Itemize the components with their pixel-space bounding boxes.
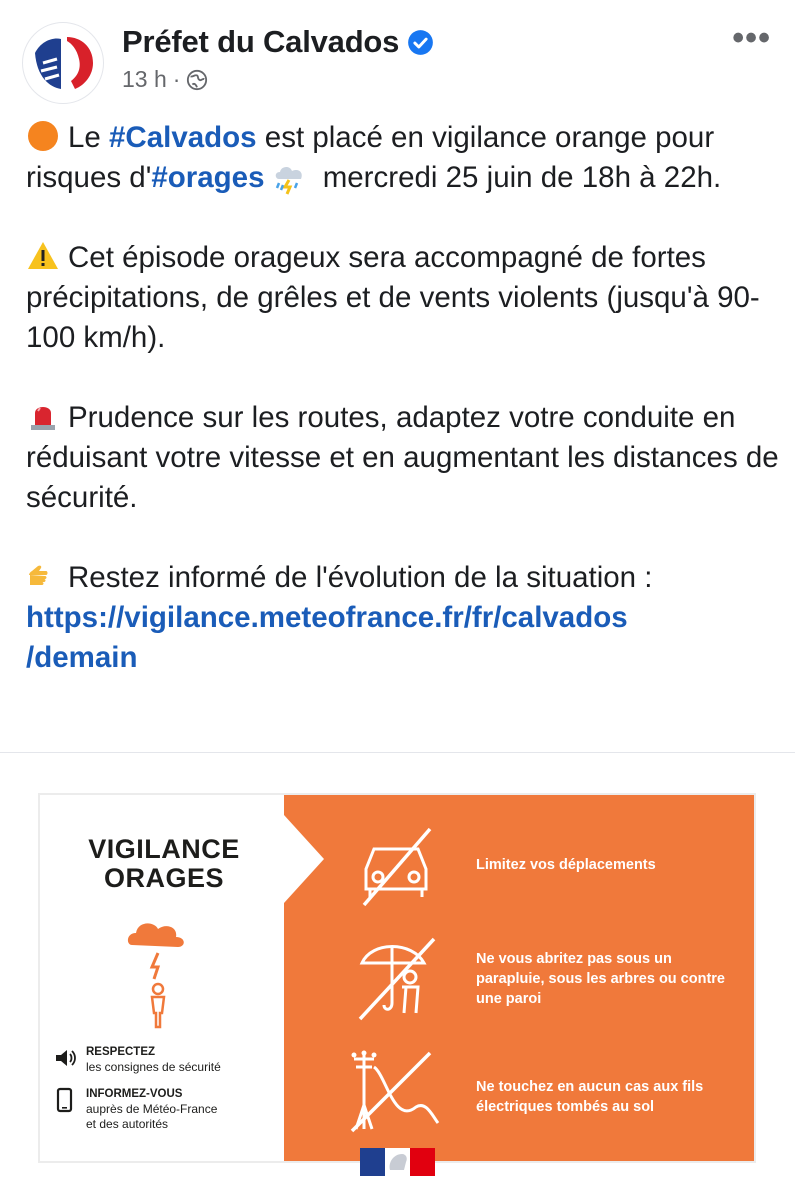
notice1-bold: RESPECTEZ [86, 1046, 156, 1058]
p1-tail: mercredi 25 juin de 18h à 22h. [314, 161, 722, 194]
storm-person-icon [126, 913, 196, 1033]
hashtag-orages[interactable]: #orages [151, 161, 265, 194]
p2-text: Cet épisode orageux sera accompagné de fortes précipitations, de grêles et de vents violents (jusqu'à 90-100 km/h). [26, 241, 760, 354]
warning-icon [26, 239, 60, 273]
rule-no-shelter: Ne vous abritez pas sous un parapluie, sous les arbres ou contre une paroi [476, 951, 725, 1007]
more-options-button[interactable]: ••• [732, 19, 771, 57]
post-paragraph-2 [26, 238, 786, 358]
no-umbrella-icon [346, 933, 446, 1023]
police-light-icon [26, 399, 60, 433]
divider [0, 752, 795, 753]
post-meta [122, 66, 208, 93]
meta-separator: · [172, 66, 181, 92]
poster-title-line1: VIGILANCE [88, 834, 240, 864]
republique-francaise-logo [360, 1148, 435, 1176]
poster-title-line2: ORAGES [103, 863, 225, 893]
post-time[interactable]: 13 h [122, 66, 167, 92]
no-car-icon [346, 821, 446, 911]
post-paragraph-3 [26, 398, 786, 518]
pointing-hand-icon [26, 559, 60, 593]
storm-cloud-icon [271, 161, 309, 195]
post-body [26, 118, 786, 718]
notice-respect [54, 1045, 221, 1075]
hashtag-calvados[interactable]: #Calvados [109, 121, 257, 154]
speaker-icon [54, 1045, 76, 1071]
page-avatar[interactable] [22, 22, 104, 104]
notice-inform [54, 1087, 217, 1132]
phone-icon [54, 1087, 76, 1113]
post-paragraph-1 [26, 118, 786, 198]
verified-badge-icon [407, 29, 434, 56]
meteofrance-link-continued[interactable]: /demain [26, 641, 138, 674]
p1-mid: est placé en vigilance orange pour risques d' [26, 121, 715, 194]
notice2-text1: auprès de Météo-France [86, 1102, 218, 1116]
vigilance-infographic[interactable] [38, 793, 756, 1163]
poster-left-panel [40, 795, 284, 1161]
page-name[interactable]: Préfet du Calvados [122, 24, 400, 59]
notice2-bold: INFORMEZ-VOUS [86, 1088, 183, 1100]
p3-text: Prudence sur les routes, adaptez votre conduite en réduisant votre vitesse et en augmentant les distances de sécurité. [26, 401, 779, 514]
page-name-link[interactable] [122, 24, 434, 60]
meteofrance-link[interactable]: https://vigilance.meteofrance.fr/fr/calvados [26, 601, 628, 634]
poster-notch [284, 815, 324, 903]
rule-limit-travel: Limitez vos déplacements [476, 857, 656, 873]
p4-text: Restez informé de l'évolution de la situation : [68, 561, 653, 594]
notice1-text: les consignes de sécurité [86, 1060, 221, 1074]
post-header [0, 0, 795, 110]
post-paragraph-4 [26, 558, 786, 678]
notice2-text2: et des autorités [86, 1117, 169, 1131]
rule-no-touch-wires: Ne touchez en aucun cas aux fils électriques tombés au sol [476, 1079, 704, 1115]
p1-lead: Le [68, 121, 110, 154]
orange-circle-icon [26, 119, 60, 153]
globe-icon [186, 69, 208, 91]
no-touch-wires-icon [346, 1045, 446, 1135]
poster-title [76, 835, 252, 893]
